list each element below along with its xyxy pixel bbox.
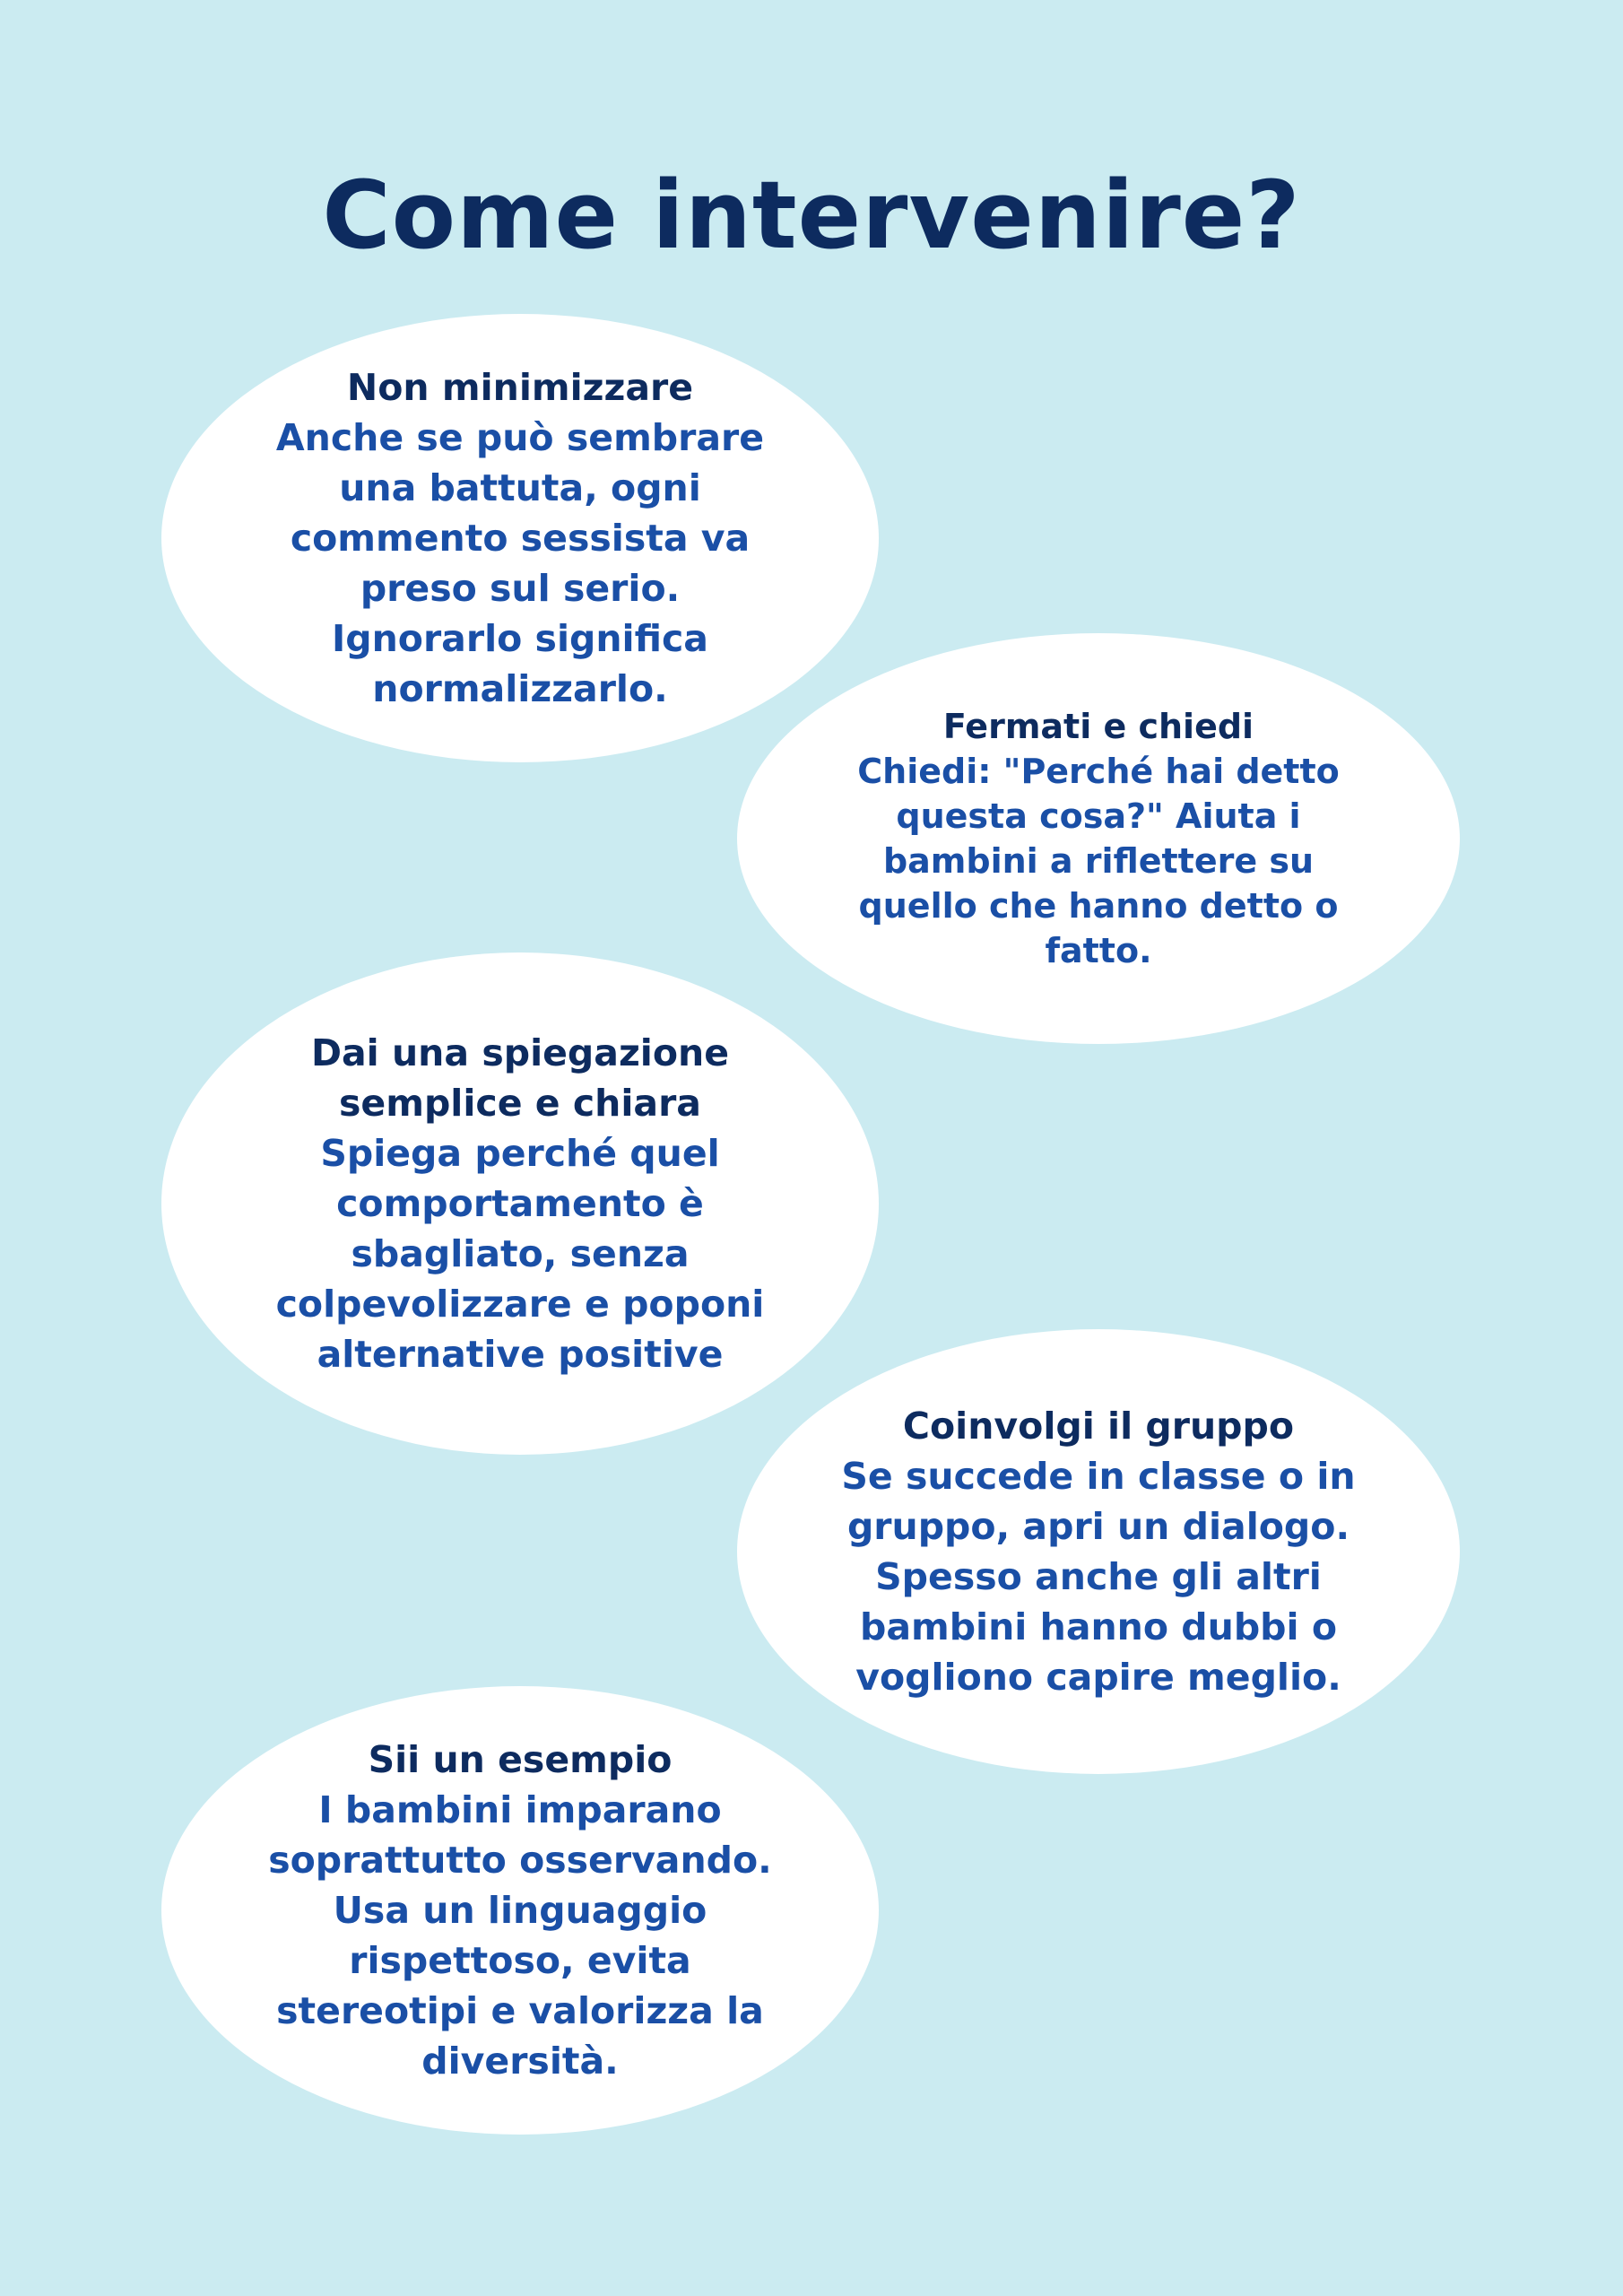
tip-bubble-coinvolgi-il-gruppo xyxy=(737,1329,1460,1774)
tip-body: I bambini imparano soprattutto osservando. Usa un linguaggio rispettoso, evita stereotipi e valorizza la diversità. xyxy=(268,1788,772,2083)
tip-body: Chiedi: "Perché hai detto questa cosa?" Aiuta i bambini a riflettere su quello che hanno detto o fatto. xyxy=(857,752,1340,970)
tip-body: Spiega perché quel comportamento è sbagliato, senza colpevolizzare e poponi alternative positive xyxy=(275,1132,765,1376)
tip-bubble-sii-un-esempio xyxy=(161,1686,879,2135)
tip-heading: Coinvolgi il gruppo xyxy=(902,1405,1295,1448)
tip-heading: Sii un esempio xyxy=(368,1738,673,1781)
tip-heading: Non minimizzare xyxy=(346,366,694,409)
tip-bubble-fermati-e-chiedi xyxy=(737,633,1460,1044)
tip-bubble-non-minimizzare xyxy=(161,314,879,762)
tip-bubble-spiegazione xyxy=(161,952,879,1455)
tip-body: Se succede in classe o in gruppo, apri un dialogo. Spesso anche gli altri bambini hanno dubbi o vogliono capire meglio. xyxy=(841,1455,1356,1699)
tip-heading: Dai una spiegazione semplice e chiara xyxy=(310,1031,730,1125)
tip-heading: Fermati e chiedi xyxy=(942,707,1254,746)
tip-body: Anche se può sembrare una battuta, ogni commento sessista va preso sul serio. Ignorarlo significa normalizzarlo. xyxy=(275,416,765,710)
page-title: Come intervenire? xyxy=(322,160,1301,270)
